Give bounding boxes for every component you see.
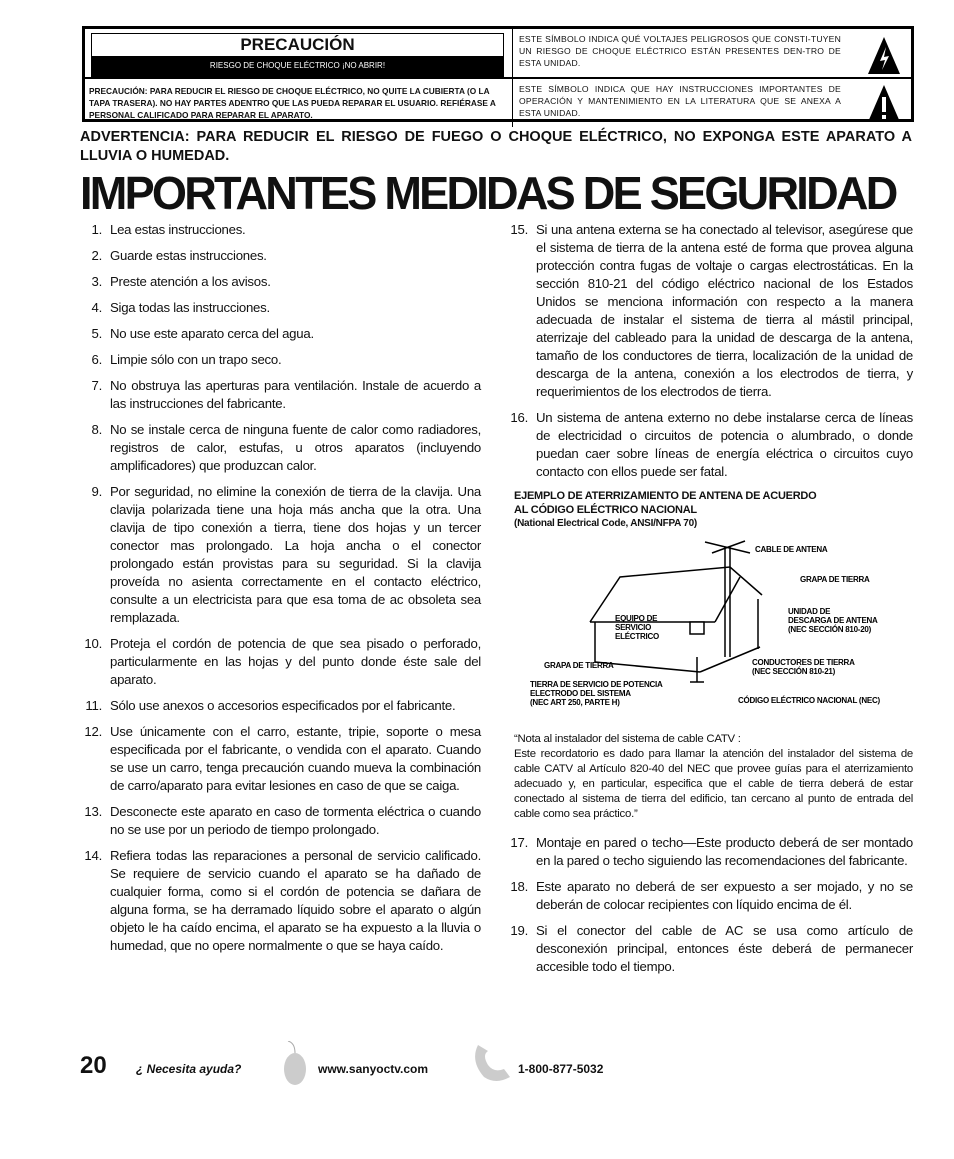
diagram-label: UNIDAD DE (788, 607, 831, 616)
item-number: 3. (91, 274, 102, 289)
item-number: 17. (510, 835, 528, 850)
diagram-label: SERVICIO (615, 623, 652, 632)
item-number: 8. (91, 422, 102, 437)
note-body: Este recordatorio es dado para llamar la atención del instalador del sistema de cable CATV al Artículo 820-40 del NEC que provee guías para el aterrizamiento adecuado y, en particular, especifica que el cable de tierra deberá de estar conectado al sistema de tierra del edificio, tan cercano al punto de entrada del cable como sea práctico.” (514, 748, 913, 820)
item-number: 6. (91, 352, 102, 367)
item-text: No se instale cerca de ninguna fuente de calor como radiadores, registros de calor, estufas, u otros aparatos (incluyendo amplificadores) que produzcan calor. (110, 422, 481, 473)
item-text: Sólo use anexos o accesorios especificados por el fabricante. (110, 698, 456, 713)
diagram-label: (NEC SECCIÓN 810-21) (752, 667, 836, 676)
item-text: Proteja el cordón de potencia de que sea pisado o perforado, particularmente en las hojas y del punto donde éste sale del aparato. (110, 636, 481, 687)
footer (80, 1052, 780, 1085)
item-text: Si el conector del cable de AC se usa como artículo de desconexión principal, entonces éste deberá de permanecer accesible todo el tiempo. (536, 923, 913, 974)
antenna-grounding-diagram (500, 489, 913, 822)
list-item (74, 247, 481, 265)
item-number: 4. (91, 300, 102, 315)
list-item (74, 803, 481, 839)
item-text: No obstruya las aperturas para ventilación. Instale de acuerdo a las instrucciones del fabricante. (110, 378, 481, 411)
caution-title: PRECAUCIÓN (240, 35, 355, 54)
caution-box (82, 26, 914, 122)
diagram-heading: AL CÓDIGO ELÉCTRICO NACIONAL (514, 504, 697, 516)
list-item (74, 351, 481, 369)
list-item (500, 878, 913, 914)
diagram-label: ELECTRODO DEL SISTEMA (530, 689, 631, 698)
list-item (74, 377, 481, 413)
diagram-label: EQUIPO DE (615, 614, 658, 623)
phone-number: 1-800-877-5032 (518, 1062, 604, 1076)
item-text: No use este aparato cerca del agua. (110, 326, 314, 341)
list-item (500, 834, 913, 870)
item-number: 19. (510, 923, 528, 938)
exclamation-warning-icon (867, 83, 901, 123)
list-item (74, 723, 481, 795)
item-number: 13. (84, 804, 102, 819)
grounding-illustration (500, 537, 913, 717)
item-text: Si una antena externa se ha conectado al televisor, asegúrese que el sistema de tierra de la antena esté de forma que provea alguna protección contra fugas de voltaje o cargas electrostáticas. En la sección 810-21 del código eléctrico nacional de los Estados Unidos se menciona información con respecto a la manera adecuada de instalar el sistema de tierra al mástil principal, aterrizaje del cableado para la unidad de descarga de la antena, tamaño de los conductores de tierra, localización de la unidad de descarga de la antena, conexión a los electrodos de tierra, y requerimientos de los electrodos de tierra. (536, 222, 913, 399)
list-item (74, 483, 481, 627)
diagram-label: (NEC ART 250, PARTE H) (530, 698, 620, 707)
list-item (74, 299, 481, 317)
diagram-label: CONDUCTORES DE TIERRA (752, 658, 855, 667)
catv-note (514, 732, 913, 822)
diagram-label: DESCARGA DE ANTENA (788, 616, 878, 625)
item-number: 12. (84, 724, 102, 739)
help-text: ¿ Necesita ayuda? (136, 1062, 242, 1076)
list-item (74, 847, 481, 955)
item-text: Desconecte este aparato en caso de tormenta eléctrica o cuando no se use por un periodo de tiempo prolongado. (110, 804, 481, 837)
list-item (74, 325, 481, 343)
diagram-heading: EJEMPLO DE ATERRIZAMIENTO DE ANTENA DE ACUERDO (514, 490, 817, 502)
diagram-label: GRAPA DE TIERRA (800, 575, 870, 584)
list-item (74, 421, 481, 475)
warning-text: ADVERTENCIA: PARA REDUCIR EL RIESGO DE FUEGO O CHOQUE ELÉCTRICO, NO EXPONGA ESTE APARATO A LLUVIA O HUMEDAD. (80, 129, 912, 164)
item-number: 2. (91, 248, 102, 263)
diagram-label: (NEC SECCIÓN 810-20) (788, 625, 872, 634)
caution-subtitle: RIESGO DE CHOQUE ELÉCTRICO ¡NO ABRIR! (92, 56, 503, 76)
mouse-icon (280, 1041, 310, 1087)
list-item (74, 273, 481, 291)
list-item (74, 221, 481, 239)
item-number: 15. (510, 222, 528, 237)
item-text: Un sistema de antena externo no debe instalarse cerca de líneas de electricidad o circuitos de potencia o alumbrado, o donde puedan caer sobre líneas de energía eléctrica o circuitos cuyo contacto con ellos puede ser fatal. (536, 410, 913, 479)
page-number: 20 (80, 1052, 107, 1079)
item-text: Este aparato no deberá de ser expuesto a ser mojado, y no se deberán de colocar recipientes con líquido encima de él. (536, 879, 913, 912)
diagram-label: TIERRA DE SERVICIO DE POTENCIA (530, 680, 663, 689)
diagram-subheading: (National Electrical Code, ANSI/NFPA 70) (514, 518, 698, 529)
item-text: Use únicamente con el carro, estante, tripie, soporte o mesa especificada por el fabricante, o vendida con el aparato. Cuando se use un carro, tenga precaución cuando mueva la combinación de carro/aparato para evitar lesiones en caso de que se caiga. (110, 724, 481, 793)
page-title: IMPORTANTES MEDIDAS DE SEGURIDAD (80, 167, 896, 219)
list-item (500, 409, 913, 481)
item-text: Limpie sólo con un trapo seco. (110, 352, 282, 367)
caution-text: PRECAUCIÓN: PARA REDUCIR EL RIESGO DE CHOQUE ELÉCTRICO, NO QUITE LA CUBIERTA (O LA TAPA TRASERA). NO HAY PARTES ADENTRO QUE LAS PUEDA REPARAR EL USUARIO. REFIÉRASE A PERSONAL CALIFICADO PARA REPARAR EL APARATO. (89, 86, 496, 120)
item-number: 7. (91, 378, 102, 393)
list-item (500, 922, 913, 976)
item-number: 10. (84, 636, 102, 651)
item-text: Guarde estas instrucciones. (110, 248, 267, 263)
item-number: 11. (85, 698, 102, 713)
item-text: Montaje en pared o techo—Este producto deberá de ser montado en la pared o techo siguiendo las recomendaciones del fabricante. (536, 835, 913, 868)
diagram-label: CABLE DE ANTENA (755, 545, 828, 554)
item-text: Refiera todas las reparaciones a personal de servicio calificado. Se requiere de servicio cuando el aparato se ha dañado de cualquier forma, como si el cordón de potencia se dañara de alguna forma, se ha derramado líquido sobre el aparato o algún objeto le ha caído encima, el aparato se ha expuesto a la lluvia o humedad, que no opere normalmente o que se haya caído. (110, 848, 481, 953)
item-text: Preste atención a los avisos. (110, 274, 271, 289)
item-number: 16. (510, 410, 528, 425)
item-number: 18. (510, 879, 528, 894)
voltage-symbol-text: ESTE SÍMBOLO INDICA QUÉ VOLTAJES PELIGROSOS QUE CONSTI-TUYEN UN RIESGO DE CHOQUE ELÉCTRICO ESTÁN PRESENTES DEN-TRO DE ESTA UNIDAD. (519, 34, 841, 68)
item-number: 14. (84, 848, 102, 863)
item-text: Por seguridad, no elimine la conexión de tierra de la clavija. Una clavija polarizada tiene una hoja más ancha que la otra. Una clavija de tipo conexión a tierra, tiene dos hojas y un tercer conector mas prolongado. La hoja ancha o el conector prolongado están provistas para su seguridad. Si la clavija proveída no asienta correctamente en el contacto eléctrico, consulte a un electricista para que esa toma de ac obsoleta sea remplazada. (110, 484, 481, 625)
right-column (500, 221, 913, 984)
website-link[interactable]: www.sanyoctv.com (318, 1062, 429, 1076)
note-title: “Nota al instalador del sistema de cable CATV : (514, 733, 741, 745)
item-text: Lea estas instrucciones. (110, 222, 246, 237)
item-number: 9. (91, 484, 102, 499)
lightning-warning-icon (867, 35, 901, 75)
list-item (74, 635, 481, 689)
list-item (500, 221, 913, 401)
instructions-symbol-text: ESTE SÍMBOLO INDICA QUE HAY INSTRUCCIONES IMPORTANTES DE OPERACIÓN Y MANTENIMIENTO EN LA LITERATURA QUE SE ANEXA A ESTA UNIDAD. (519, 84, 841, 118)
phone-icon (470, 1041, 514, 1085)
diagram-label: CÓDIGO ELÉCTRICO NACIONAL (NEC) (738, 696, 880, 705)
caution-label (91, 33, 504, 77)
left-column (74, 221, 481, 963)
item-number: 1. (91, 222, 102, 237)
list-item (74, 697, 481, 715)
diagram-label: ELÉCTRICO (615, 632, 659, 641)
diagram-label: GRAPA DE TIERRA (544, 661, 614, 670)
item-number: 5. (91, 326, 102, 341)
item-text: Siga todas las instrucciones. (110, 300, 270, 315)
